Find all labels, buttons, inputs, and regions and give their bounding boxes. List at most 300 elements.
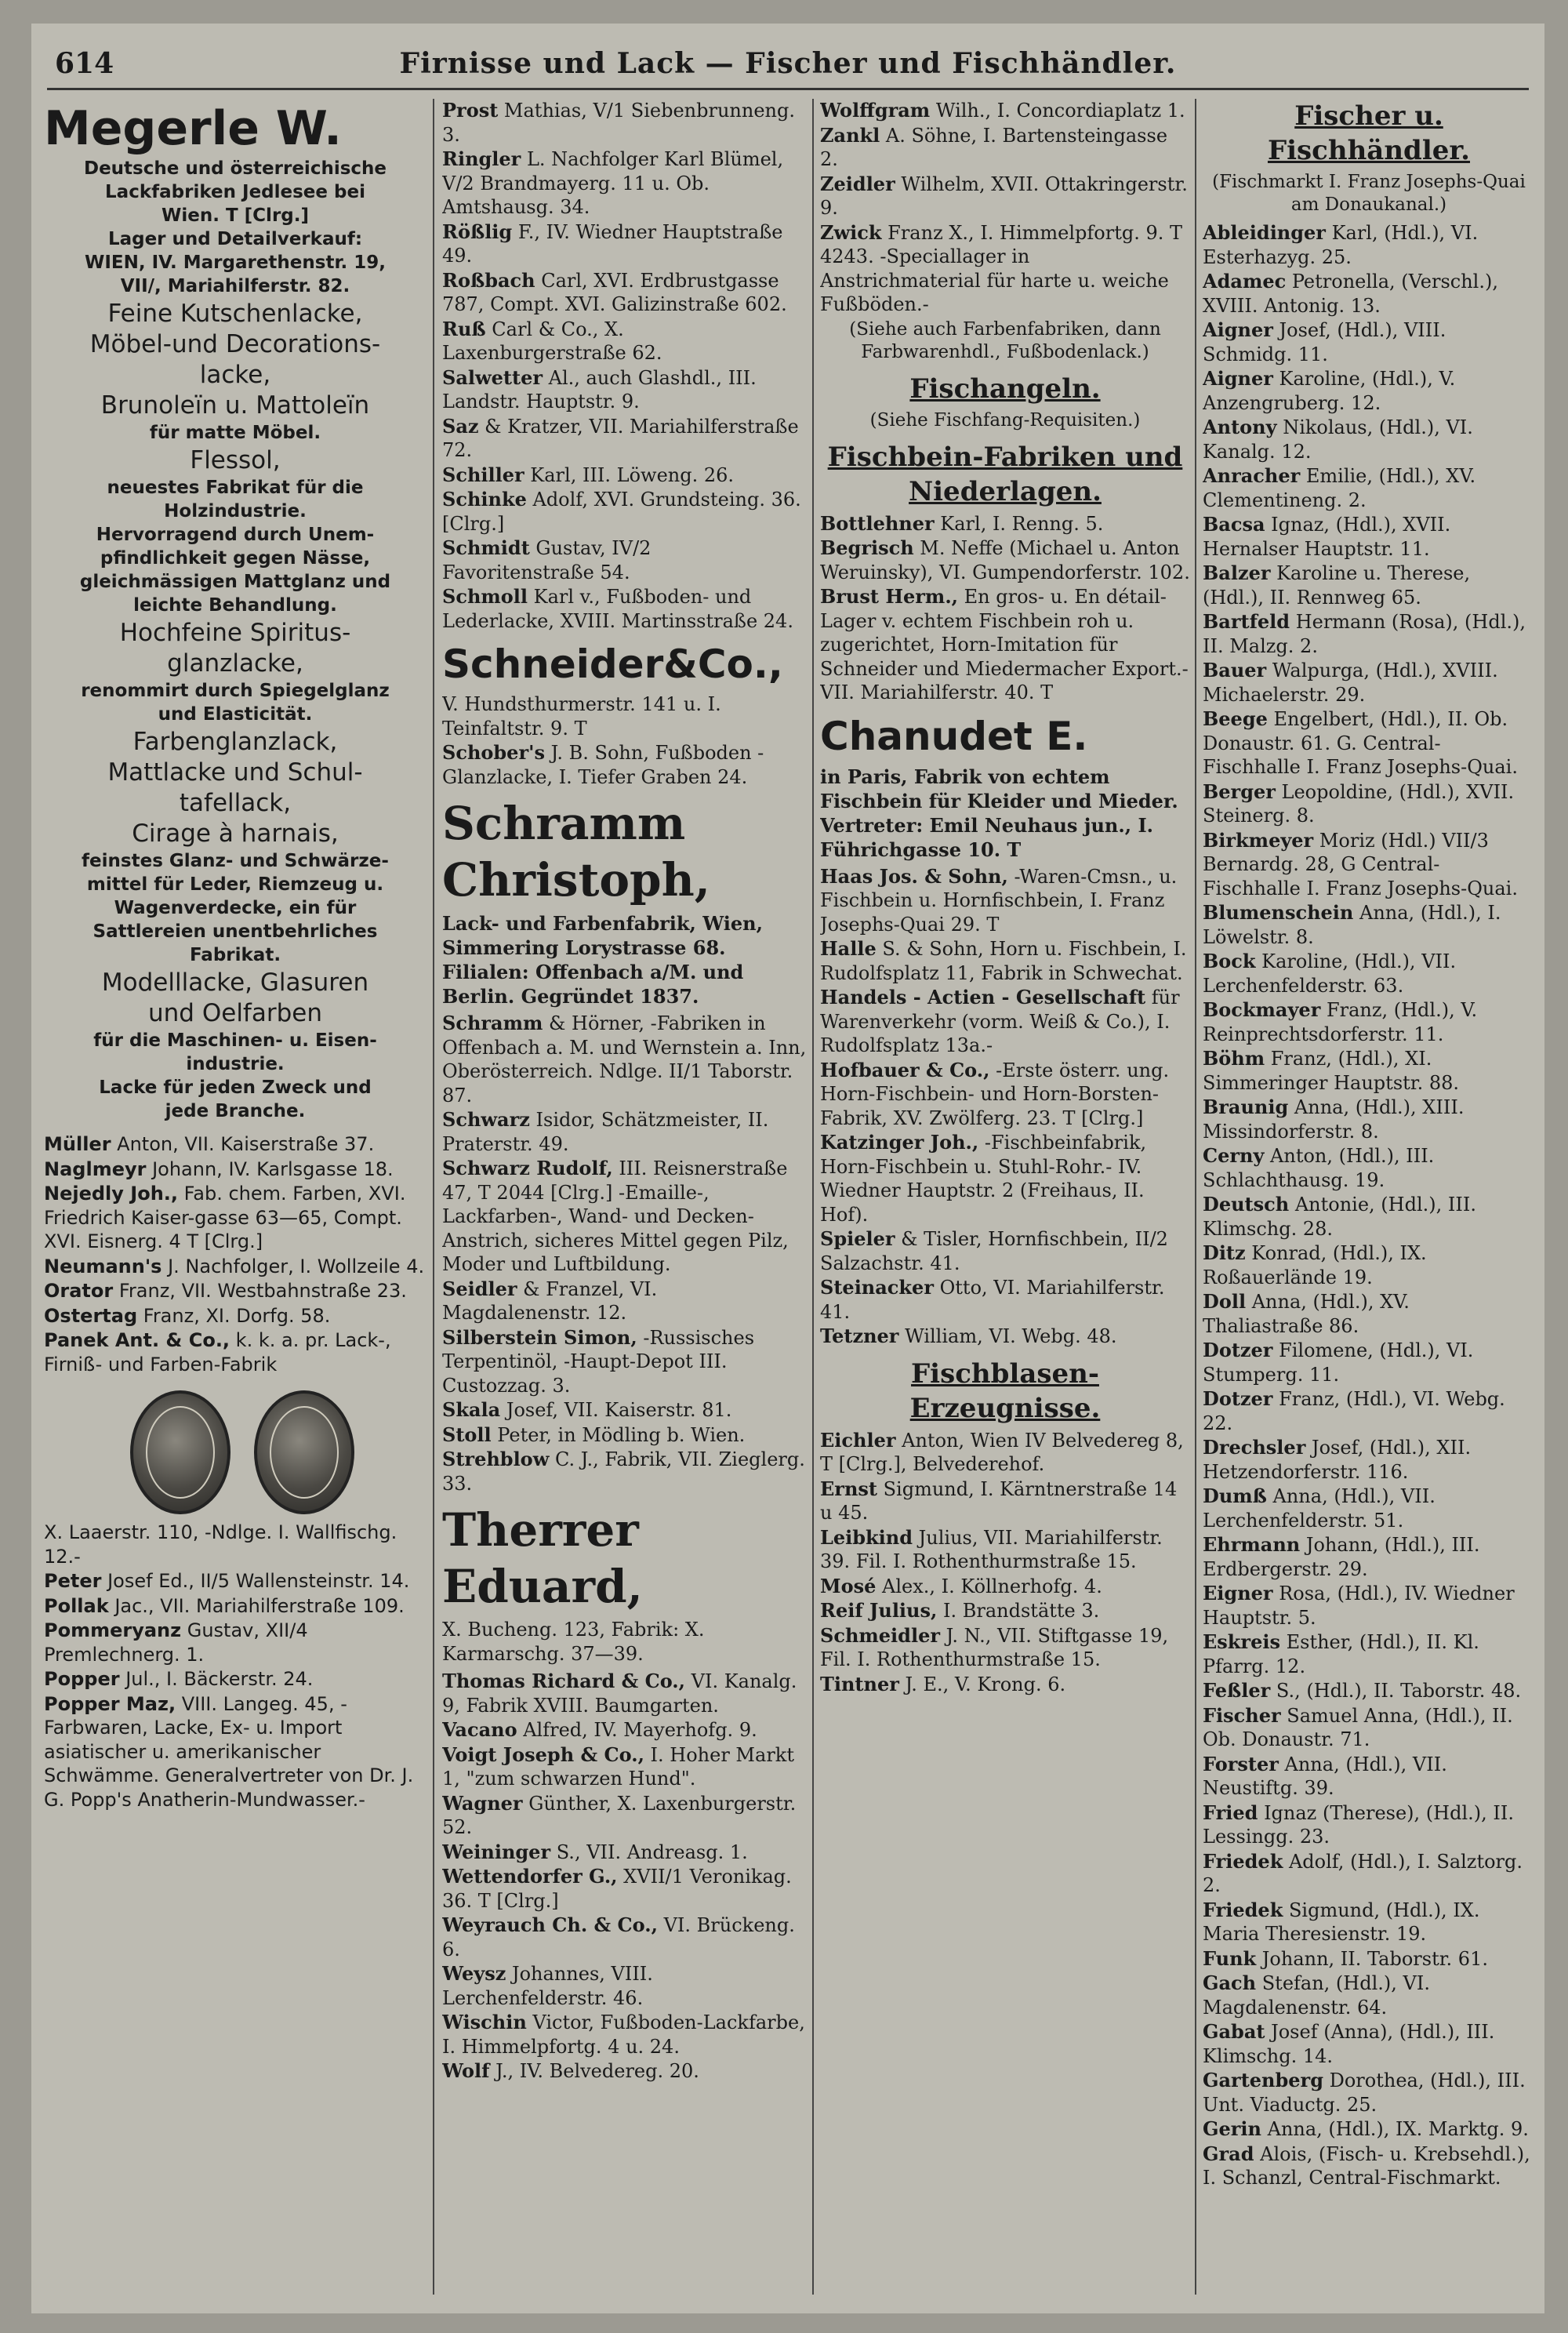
directory-entry	[1203, 2142, 1535, 2190]
directory-entry	[1203, 1193, 1535, 1241]
directory-entry	[1203, 659, 1535, 707]
ad-line: Farbenglanzlack,	[132, 728, 338, 756]
entry-details: Esther, (Hdl.), II. Kl. Pfarrg. 12.	[1203, 1631, 1479, 1677]
directory-entry	[1203, 221, 1535, 269]
entry-details: Otto, VI. Mariahilferstr. 41.	[820, 1277, 1165, 1323]
directory-entry	[44, 1619, 426, 1666]
entry-name: Ringler	[442, 147, 521, 170]
directory-entry	[442, 488, 808, 536]
directory-entry	[44, 1182, 426, 1254]
directory-entry	[442, 1865, 808, 1913]
ad-line: Hochfeine Spiritus-	[119, 619, 351, 647]
directory-entry	[1203, 2117, 1535, 2142]
directory-entry	[442, 1326, 808, 1398]
entry-details: & Kratzer, VII. Mariahilferstraße 72.	[442, 415, 799, 461]
ad-line: leichte Behandlung.	[133, 595, 337, 616]
entry-list	[442, 692, 808, 789]
directory-entry	[442, 1398, 808, 1423]
entry-details: S., VII. Andreasg. 1.	[550, 1841, 748, 1863]
column-2	[442, 99, 808, 2306]
entry-name: Pommeryanz	[44, 1619, 182, 1641]
ad-title-chanudet: Chanudet E.	[820, 713, 1088, 759]
directory-entry	[820, 937, 1190, 985]
directory-entry	[442, 692, 808, 740]
directory-entry	[820, 585, 1190, 705]
entry-name: Pollak	[44, 1594, 109, 1617]
entry-name: Dotzer	[1203, 1339, 1273, 1361]
directory-entry	[1203, 1436, 1535, 1484]
entry-name: Gabat	[1203, 2020, 1265, 2043]
directory-entry	[44, 1569, 426, 1593]
ad-line: Sattlereien unentbehrliches	[93, 921, 378, 942]
entry-details: Rosa, (Hdl.), IV. Wiedner Hauptstr. 5.	[1203, 1583, 1515, 1629]
entry-details: Adolf, (Hdl.), I. Salztorg. 2.	[1203, 1850, 1523, 1896]
entry-name: Prost	[442, 99, 499, 122]
ad-title-therrer: Therrer Eduard,	[442, 1503, 643, 1613]
entry-name: Orator	[44, 1280, 114, 1302]
entry-name: Zwick	[820, 220, 882, 244]
section-heading-fischbein-2: Niederlagen.	[909, 475, 1102, 507]
entry-details: Anna, (Hdl.), XIII. Missindorferstr. 8.	[1203, 1096, 1465, 1143]
directory-entry	[442, 269, 808, 317]
entry-details: Karl, I. Renng. 5.	[934, 512, 1104, 535]
entry-name: Ditz	[1203, 1241, 1246, 1264]
entry-details: Franz, (Hdl.), XI. Simmeringer Hauptstr. 88.	[1203, 1048, 1460, 1094]
entry-name: Mosé	[820, 1574, 877, 1597]
directory-entry	[1203, 1241, 1535, 1289]
entry-details: Moriz (Hdl.) VII/3 Bernardg. 28, G Central-Fischhalle I. Franz Josephs-Quai.	[1203, 829, 1518, 899]
entry-details: Petronella, (Verschl.), XVIII. Antonig. 13.	[1203, 271, 1498, 317]
entry-details: Alfred, IV. Mayerhofg. 9.	[517, 1719, 757, 1741]
entry-name: Aigner	[1203, 318, 1273, 341]
entry-name: Neumann's	[44, 1255, 162, 1277]
ad-line: Holzindustrie.	[164, 501, 307, 521]
entry-details: Engelbert, (Hdl.), II. Ob. Donaustr. 61. G. Central-Fischhalle I. Franz Josephs-Quai.	[1203, 708, 1518, 778]
entry-name: Schmoll	[442, 585, 528, 608]
entry-name: Ehrmann	[1203, 1533, 1301, 1556]
entry-details: -Fischbeinfabrik, Horn-Fischbein u. Stuhl-Rohr.- IV. Wiedner Hauptstr. 2 (Freihaus, II. Hof).	[820, 1132, 1147, 1226]
directory-entry	[44, 1594, 426, 1619]
entry-details: Josef (Anna), (Hdl.), III. Klimschg. 14.	[1203, 2021, 1495, 2067]
directory-entry	[442, 463, 808, 488]
directory-entry	[442, 536, 808, 584]
directory-entry	[44, 1279, 426, 1303]
directory-entry	[1203, 1850, 1535, 1898]
entry-name: Aigner	[1203, 367, 1273, 390]
ad-line: Hervorragend durch Unem-	[96, 525, 375, 545]
column-rule	[812, 99, 814, 2295]
entry-details: Karl v., Fußboden- und Lederlacke, XVIII. Martinsstraße 24.	[442, 586, 793, 632]
entry-name: Brust Herm.,	[820, 585, 959, 608]
medal-icon	[254, 1390, 354, 1514]
entry-details: Karl, (Hdl.), VI. Esterhazyg. 25.	[1203, 222, 1479, 268]
ad-line: Feine Kutschenlacke,	[107, 300, 363, 328]
entry-details: Filomene, (Hdl.), VI. Stumperg. 11.	[1203, 1339, 1474, 1386]
entry-name: Eigner	[1203, 1582, 1273, 1604]
entry-details: VI. Kanalg. 9, Fabrik XVIII. Baumgarten.	[442, 1670, 797, 1717]
directory-entry	[44, 1692, 426, 1812]
entry-name: Zeidler	[820, 172, 895, 195]
entry-details: Adolf, XVI. Grundsteing. 36. [Clrg.]	[442, 489, 801, 535]
entry-details: III. Reisnerstraße 47, T 2044 [Clrg.] -Emaille-, Lackfarben-, Wand- und Decken-Anstrich, sicheres Mittel gegen Pilz, Moder und Luftbildung.	[442, 1157, 789, 1275]
ad-line: glanzlacke,	[167, 649, 303, 678]
entry-name: Blumenschein	[1203, 901, 1354, 924]
entry-name: Tetzner	[820, 1325, 899, 1347]
entry-name: Salwetter	[442, 365, 543, 389]
entry-name: Ostertag	[44, 1304, 138, 1327]
entry-name: Hofbauer & Co.,	[820, 1058, 990, 1081]
entry-name: Weysz	[442, 1962, 506, 1985]
entry-details: Karoline, (Hdl.), VII. Lerchenfelderstr. 63.	[1203, 950, 1457, 997]
directory-entry	[1203, 1484, 1535, 1532]
entry-name: Friedek	[1203, 1898, 1283, 1921]
entry-list	[442, 1670, 808, 2084]
directory-entry	[1203, 610, 1535, 658]
directory-entry	[442, 1448, 808, 1495]
entry-list	[820, 1429, 1190, 1697]
entry-details: Victor, Fußboden-Lackfarbe, I. Himmelpfortg. 4 u. 24.	[442, 2011, 805, 2058]
directory-entry	[1203, 1630, 1535, 1678]
ad-line: feinstes Glanz- und Schwärze-	[82, 851, 389, 871]
ad-line: mittel für Leder, Riemzeug u.	[86, 874, 384, 895]
ad-line: und Elasticität.	[158, 704, 313, 725]
directory-entry	[1203, 464, 1535, 512]
section-heading-fischbein: Fischbein-Fabriken und	[827, 441, 1183, 473]
entry-details: Josef, (Hdl.), XII. Hetzendorferstr. 116.	[1203, 1437, 1472, 1483]
entry-details: Franz, XI. Dorfg. 58.	[137, 1304, 331, 1327]
ad-line: für matte Möbel.	[149, 423, 321, 443]
entry-name: Bacsa	[1203, 513, 1265, 536]
ad-line: industrie.	[186, 1054, 285, 1074]
directory-entry	[820, 1227, 1190, 1275]
directory-entry	[1203, 1339, 1535, 1386]
entry-name: Fischer	[1203, 1703, 1281, 1727]
entry-name: Spieler	[820, 1227, 895, 1250]
ad-line: VII/, Mariahilferstr. 82.	[120, 276, 350, 296]
entry-name: Schmidt	[442, 536, 530, 559]
ad-line: für die Maschinen- u. Eisen-	[93, 1030, 377, 1051]
ad-schramm-text: Lack- und Farbenfabrik, Wien, Simmering Lorystrasse 68. Filialen: Offenbach a/M. und Berlin. Gegründet 1837.	[442, 912, 763, 1008]
entry-name: Vacano	[442, 1718, 517, 1741]
entry-details: Carl, XVI. Erdbrustgasse 787, Compt. XVI. Galizinstraße 602.	[442, 269, 787, 315]
entry-name: Ableidinger	[1203, 221, 1326, 244]
entry-name: Ruß	[442, 317, 486, 340]
entry-details: Hermann (Rosa), (Hdl.), II. Malzg. 2.	[1203, 611, 1526, 657]
entry-name: Ernst	[820, 1477, 877, 1500]
directory-entry	[820, 865, 1190, 937]
entry-name: Wettendorfer G.,	[442, 1865, 618, 1888]
entry-name: Antony	[1203, 416, 1277, 438]
entry-details: V. Hundsthurmerstr. 141 u. I. Teinfaltstr. 9. T	[442, 693, 721, 740]
entry-details: Anton, (Hdl.), III. Schlachthausg. 19.	[1203, 1145, 1435, 1191]
directory-entry	[442, 1913, 808, 1961]
directory-entry	[442, 2011, 808, 2059]
entry-name: Böhm	[1203, 1047, 1265, 1070]
entry-name: Balzer	[1203, 561, 1271, 584]
directory-entry	[820, 1059, 1190, 1131]
entry-details: Anna, (Hdl.), XV. Thaliastraße 86.	[1203, 1291, 1410, 1337]
entry-name: Peter	[44, 1570, 102, 1592]
directory-entry	[442, 1423, 808, 1448]
directory-entry	[820, 1673, 1190, 1697]
directory-entry	[820, 1575, 1190, 1599]
directory-entry	[820, 1131, 1190, 1226]
entry-name: Doll	[1203, 1290, 1247, 1313]
directory-entry	[442, 741, 808, 789]
entry-details: Ignaz (Therese), (Hdl.), II. Lessingg. 23.	[1203, 1801, 1514, 1848]
entry-name: Katzinger Joh.,	[820, 1131, 979, 1154]
entry-name: Schramm	[442, 1012, 543, 1034]
column-3	[820, 99, 1190, 2306]
directory-entry	[820, 1325, 1190, 1349]
entry-name: Rößlig	[442, 220, 513, 243]
entry-details: Carl & Co., X. Laxenburgerstraße 62.	[442, 318, 662, 364]
entry-name: Anracher	[1203, 464, 1301, 487]
entry-details: X. Laaerstr. 110, -Ndlge. I. Wallfischg. 12.-	[44, 1521, 397, 1568]
entry-details: Karoline, (Hdl.), V. Anzengruberg. 12.	[1203, 368, 1456, 414]
entry-name: Handels - Actien - Gesellschaft	[820, 986, 1146, 1008]
entry-name: Nejedly Joh.,	[44, 1183, 179, 1205]
directory-entry	[1203, 1144, 1535, 1192]
directory-entry	[1203, 1047, 1535, 1095]
entry-details: Johannes, VIII. Lerchenfelderstr. 46.	[442, 1963, 653, 2009]
entry-details: Wilhelm, XVII. Ottakringerstr. 9.	[820, 173, 1188, 219]
entry-details: Anna, (Hdl.), IX. Marktg. 9.	[1261, 2118, 1529, 2140]
entry-name: Tintner	[820, 1672, 899, 1695]
entry-details: Fab. chem. Farben, XVI. Friedrich Kaiser-gasse 63—65, Compt. XVI. Eisnerg. 4 T [Clrg.]	[44, 1183, 406, 1252]
entry-name: Haas Jos. & Sohn,	[820, 864, 1008, 888]
directory-entry	[442, 1962, 808, 2010]
entry-name: Bottlehner	[820, 511, 935, 535]
entry-name: Grad	[1203, 2142, 1254, 2165]
directory-entry	[442, 1012, 808, 1107]
entry-details: Josef, (Hdl.), VIII. Schmidg. 11.	[1203, 319, 1446, 365]
entry-name: Eskreis	[1203, 1630, 1280, 1653]
entry-details: William, VI. Webg. 48.	[898, 1325, 1117, 1347]
ad-line: Fabrikat.	[189, 945, 281, 965]
directory-entry	[1203, 1679, 1535, 1703]
directory-entry	[1203, 270, 1535, 318]
directory-entry	[44, 1132, 426, 1157]
directory-entry	[442, 1792, 808, 1840]
directory-entry	[442, 220, 808, 268]
entry-list	[44, 1521, 426, 1812]
entry-details: Dorothea, (Hdl.), III. Unt. Viaductg. 25.	[1203, 2070, 1526, 2116]
entry-details: & Hörner, -Fabriken in Offenbach a. M. und Wernstein a. Inn, Oberösterreich. Ndlge. II/1 Taborstr. 87.	[442, 1012, 807, 1107]
entry-name: Naglmeyr	[44, 1157, 147, 1180]
entry-list	[1203, 221, 1535, 2190]
directory-entry	[820, 536, 1190, 584]
entry-details: VI. Brückeng. 6.	[442, 1914, 795, 1961]
section-heading-fischangeln: Fischangeln.	[909, 372, 1101, 405]
entry-list	[820, 99, 1190, 317]
entry-details: Samuel Anna, (Hdl.), II. Ob. Donaustr. 71.	[1203, 1704, 1513, 1750]
entry-details: Franz X., I. Himmelpfortg. 9. T 4243. -Speciallager in Anstrichmaterial für harte u. weiche Fußböden.-	[820, 221, 1183, 315]
entry-details: Johann, (Hdl.), III. Erdbergerstr. 29.	[1203, 1534, 1480, 1580]
entry-name: Schmeidler	[820, 1623, 940, 1647]
entry-details: Anna, (Hdl.), VII. Neustiftg. 39.	[1203, 1753, 1447, 1799]
directory-entry	[442, 1670, 808, 1717]
entry-details: -Erste österr. ung. Horn-Fischbein- und Horn-Borsten-Fabrik, XV. Zwölferg. 23. T [Clrg.]	[820, 1059, 1170, 1129]
entry-list	[820, 512, 1190, 705]
entry-details: Jul., I. Bäckerstr. 24.	[119, 1668, 314, 1690]
entry-details: Günther, X. Laxenburgerstr. 52.	[442, 1792, 797, 1838]
entry-details: Jac., VII. Mariahilferstraße 109.	[108, 1594, 405, 1617]
entry-details: Franz, VII. Westbahnstraße 23.	[113, 1280, 407, 1302]
directory-entry	[820, 1526, 1190, 1574]
entry-name: Popper Maz,	[44, 1692, 176, 1715]
entry-details: Alois, (Fisch- u. Krebsehdl.), I. Schanzl, Central-Fischmarkt.	[1203, 2142, 1530, 2189]
entry-name: Berger	[1203, 779, 1276, 803]
entry-details: Karl, III. Löweng. 26.	[524, 463, 735, 486]
directory-entry	[1203, 1947, 1535, 1971]
directory-entry	[1203, 998, 1535, 1046]
entry-name: Wischin	[442, 2011, 527, 2033]
entry-details: A. Söhne, I. Bartensteingasse 2.	[820, 124, 1168, 170]
entry-details: k. k. a. pr. Lack-, Firniß- und Farben-Fabrik	[44, 1329, 391, 1375]
directory-entry	[1203, 707, 1535, 779]
entry-name: Leibkind	[820, 1525, 913, 1549]
ad-chanudet-text: in Paris, Fabrik von echtem Fischbein für Kleider und Mieder. Vertreter: Emil Neuhaus jun., I. Führichgasse 10. T	[820, 765, 1178, 861]
entry-name: Weininger	[442, 1840, 551, 1863]
entry-details: Karoline u. Therese, (Hdl.), II. Rennweg 65.	[1203, 562, 1471, 609]
entry-details: J., IV. Belvedereg. 20.	[489, 2060, 699, 2082]
entry-details: Al., auch Glashdl., III. Landstr. Hauptstr. 9.	[442, 366, 757, 412]
entry-name: Silberstein Simon,	[442, 1325, 637, 1349]
ad-megerle-products	[44, 299, 426, 1123]
entry-name: Schwarz Rudolf,	[442, 1157, 613, 1179]
directory-entry	[442, 1277, 808, 1325]
entry-details: Anton, VII. Kaiserstraße 37.	[111, 1133, 375, 1155]
entry-name: Popper	[44, 1668, 120, 1690]
directory-entry	[442, 1743, 808, 1791]
entry-name: Weyrauch Ch. & Co.,	[442, 1913, 658, 1936]
directory-entry	[1203, 1533, 1535, 1581]
column-rule	[1195, 99, 1196, 2295]
entry-details: S. & Sohn, Horn u. Fischbein, I. Rudolfsplatz 11, Fabrik in Schwechat.	[820, 938, 1187, 984]
entry-name: Birkmeyer	[1203, 828, 1314, 852]
entry-name: Saz	[442, 414, 479, 438]
entry-details: Peter, in Mödling b. Wien.	[491, 1423, 746, 1446]
ad-line: jede Branche.	[165, 1101, 306, 1121]
entry-name: Feßler	[1203, 1679, 1271, 1702]
directory-entry	[442, 585, 808, 633]
entry-details: J. E., V. Krong. 6.	[898, 1673, 1066, 1695]
ad-megerle-address	[44, 157, 426, 298]
directory-entry	[1203, 561, 1535, 609]
ad-line: Wien. T [Clrg.]	[162, 205, 309, 226]
ad-line: Brunoleïn u. Mattoleïn	[100, 391, 370, 420]
entry-name: Wagner	[442, 1791, 523, 1815]
entry-details: En gros- u. En détail-Lager v. echtem Fischbein roh u. zugerichtet, Horn-Imitation für Schneider und Miedermacher Export.- VII. Mariahilferstr. 40. T	[820, 586, 1189, 703]
entry-details: Walpurga, (Hdl.), XVIII. Michaelerstr. 29.	[1203, 660, 1498, 706]
entry-name: Forster	[1203, 1752, 1279, 1775]
entry-name: Stoll	[442, 1423, 492, 1446]
entry-details: & Franzel, VI. Magdalenenstr. 12.	[442, 1277, 658, 1324]
entry-name: Wolffgram	[820, 99, 931, 122]
entry-name: Friedek	[1203, 1849, 1283, 1873]
ad-line: Deutsche und österreichische	[83, 158, 387, 179]
entry-name: Dotzer	[1203, 1387, 1273, 1410]
entry-details: Anna, (Hdl.), VII. Lerchenfelderstr. 51.	[1203, 1485, 1436, 1532]
entry-details: Anton, Wien IV Belvedereg 8, T [Clrg.], Belvederehof.	[820, 1429, 1184, 1475]
ad-title-megerle: Megerle W.	[44, 101, 342, 156]
medal-icon	[130, 1390, 230, 1514]
directory-entry	[44, 1157, 426, 1182]
entry-details: Gustav, IV/2 Favoritenstraße 54.	[442, 537, 652, 583]
directory-entry	[820, 512, 1190, 536]
entry-details: I. Brandstätte 3.	[937, 1600, 1100, 1622]
entry-name: Bauer	[1203, 659, 1267, 681]
directory-entry	[820, 173, 1190, 220]
entry-name: Roßbach	[442, 268, 535, 292]
ad-line: neuestes Fabrikat für die	[107, 478, 364, 498]
column-rule	[433, 99, 434, 2295]
ad-line: Flessol,	[190, 446, 281, 474]
directory-entry	[44, 1255, 426, 1279]
entry-details: Anna, (Hdl.), I. Löwelstr. 8.	[1203, 902, 1501, 948]
directory-entry	[1203, 829, 1535, 901]
entry-details: J. Nachfolger, I. Wollzeile 4.	[162, 1255, 425, 1277]
section-heading-fischer: Fischer u. Fischhändler.	[1267, 100, 1471, 166]
directory-entry	[1203, 367, 1535, 415]
entry-name: Schinke	[442, 488, 527, 511]
directory-entry	[442, 2059, 808, 2084]
ad-line: Lacke für jeden Zweck und	[99, 1077, 372, 1098]
entry-details: Konrad, (Hdl.), IX. Roßauerlände 19.	[1203, 1242, 1427, 1288]
entry-name: Drechsler	[1203, 1436, 1306, 1459]
ad-line: Mattlacke und Schul-	[107, 758, 363, 787]
entry-name: Voigt Joseph & Co.,	[442, 1742, 644, 1766]
entry-details: -Russisches Terpentinöl, -Haupt-Depot III. Custozzag. 3.	[442, 1326, 755, 1397]
directory-entry	[44, 1667, 426, 1692]
entry-details: I. Hoher Markt 1, "zum schwarzen Hund".	[442, 1743, 794, 1790]
entry-name: Schober's	[442, 741, 545, 764]
entry-name: Bock	[1203, 950, 1256, 972]
entry-details: Sigmund, I. Kärntnerstraße 14 u 45.	[820, 1477, 1178, 1524]
directory-entry	[1203, 513, 1535, 561]
entry-details: Johann, IV. Karlsgasse 18.	[146, 1157, 394, 1180]
entry-details: Ignaz, (Hdl.), XVII. Hernalser Hauptstr. 11.	[1203, 514, 1451, 560]
page-number: 614	[55, 47, 114, 80]
directory-entry	[1203, 2020, 1535, 2068]
ad-therrer-text: X. Bucheng. 123, Fabrik: X. Karmarschg. 37—39.	[442, 1619, 705, 1665]
cross-reference-note: (Fischmarkt I. Franz Josephs-Quai am Donaukanal.)	[1212, 172, 1526, 215]
ad-line: Modelllacke, Glasuren	[101, 968, 369, 997]
entry-list	[820, 865, 1190, 1349]
entry-name: Reif Julius,	[820, 1599, 938, 1622]
directory-entry	[1203, 1096, 1535, 1143]
entry-list	[44, 1132, 426, 1376]
entry-details: Josef, VII. Kaiserstr. 81.	[500, 1399, 732, 1421]
entry-name: Gach	[1203, 1971, 1257, 1994]
entry-name: Cerny	[1203, 1144, 1265, 1167]
directory-entry	[1203, 780, 1535, 828]
entry-details: Leopoldine, (Hdl.), XVII. Steinerg. 8.	[1203, 780, 1515, 827]
directory-entry	[1203, 1387, 1535, 1435]
entry-details: S., (Hdl.), II. Taborstr. 48.	[1270, 1680, 1522, 1702]
column-4	[1203, 99, 1535, 2306]
ad-line: lacke,	[199, 361, 271, 389]
directory-page	[31, 24, 1544, 2313]
entry-details: Gustav, XII/4 Premlechnerg. 1.	[44, 1619, 308, 1666]
column-1	[44, 99, 426, 2306]
entry-details: Antonie, (Hdl.), III. Klimschg. 28.	[1203, 1194, 1476, 1240]
directory-entry	[1203, 1290, 1535, 1338]
ad-line: Möbel-und Decorations-	[89, 330, 381, 358]
directory-entry	[1203, 1899, 1535, 1946]
entry-name: Seidler	[442, 1277, 517, 1300]
